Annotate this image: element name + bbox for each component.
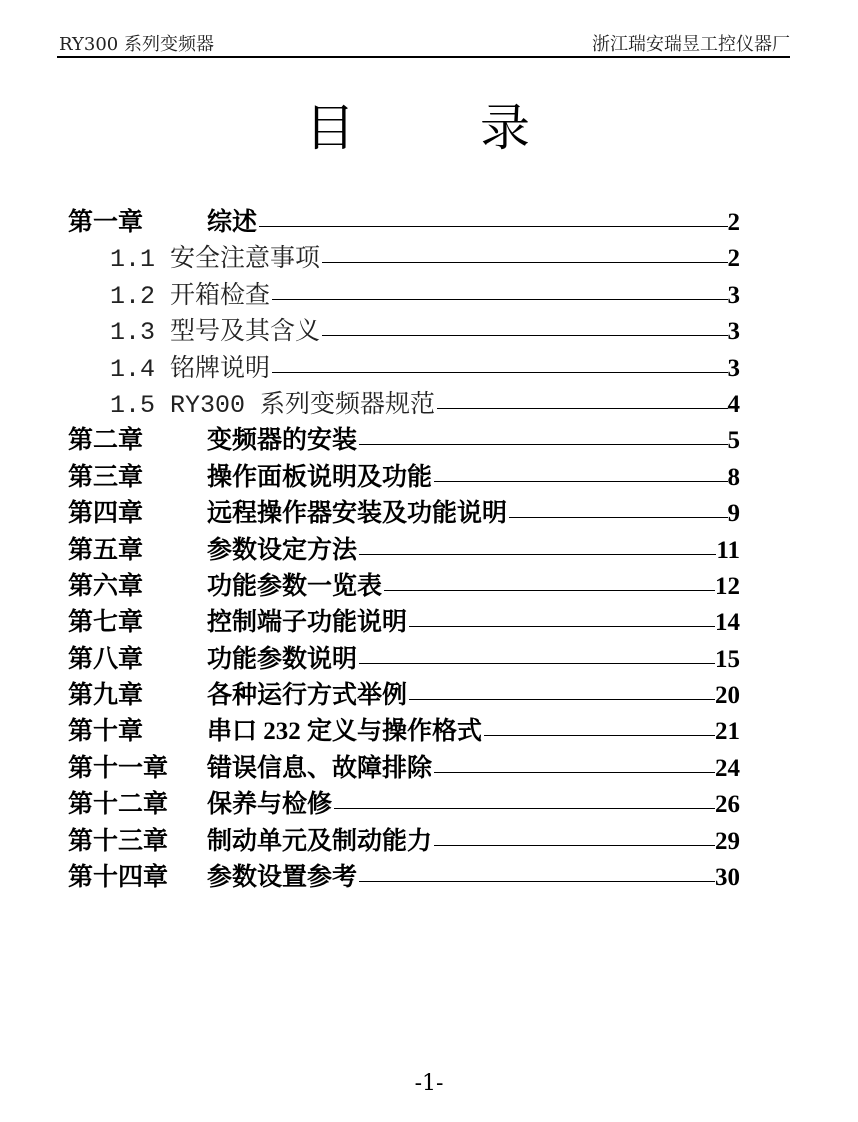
toc-chapter-label: 第五章: [68, 536, 144, 564]
toc-chapter-label: 第七章: [68, 609, 144, 637]
toc-entry-title: 错误信息、故障排除: [207, 754, 433, 782]
toc-entry-title: 远程操作器安装及功能说明: [207, 500, 508, 528]
toc-entry-title: 1.1 安全注意事项: [110, 245, 321, 275]
toc-page-number: 2: [727, 245, 740, 273]
toc-chapter-label: 第十二章: [68, 791, 169, 819]
toc-page-number: 20: [715, 682, 740, 710]
toc-entry-title: 变频器的安装: [207, 427, 358, 455]
toc-chapter-label: 第四章: [68, 500, 144, 528]
toc-chapter-entry[interactable]: [68, 751, 740, 787]
toc-leader-line: [359, 554, 716, 555]
toc-entry-title: 保养与检修: [207, 791, 333, 819]
toc-chapter-label: 第十一章: [68, 754, 169, 782]
table-of-contents: [68, 205, 740, 896]
toc-chapter-entry[interactable]: [68, 714, 740, 750]
toc-page-number: 12: [715, 572, 740, 600]
toc-chapter-label: 第六章: [68, 572, 144, 600]
toc-chapter-label: 第十四章: [68, 864, 169, 892]
toc-section-entry[interactable]: [68, 351, 740, 387]
toc-chapter-entry[interactable]: [68, 678, 740, 714]
toc-leader-line: [259, 226, 727, 227]
toc-page-number: 29: [715, 827, 740, 855]
toc-page-number: 24: [715, 754, 740, 782]
toc-entry-title: 各种运行方式举例: [207, 682, 408, 710]
toc-page-number: 3: [727, 354, 740, 382]
toc-section-entry[interactable]: [68, 278, 740, 314]
toc-leader-line: [334, 808, 715, 809]
toc-entry-title: 串口 232 定义与操作格式: [207, 718, 483, 746]
toc-page-number: 9: [727, 500, 740, 528]
toc-entry-title: 制动单元及制动能力: [207, 827, 433, 855]
toc-page-number: 4: [727, 390, 740, 418]
toc-entry-title: 操作面板说明及功能: [207, 463, 433, 491]
toc-leader-line: [409, 699, 715, 700]
header-product: RY300 系列变频器: [59, 34, 214, 55]
toc-page-number: 8: [727, 463, 740, 491]
toc-leader-line: [322, 262, 727, 263]
toc-chapter-label: 第九章: [68, 682, 144, 710]
toc-entry-title: 1.4 铭牌说明: [110, 354, 271, 384]
toc-entry-title: 控制端子功能说明: [207, 609, 408, 637]
toc-page-number: 21: [715, 718, 740, 746]
toc-leader-line: [434, 772, 715, 773]
toc-chapter-entry[interactable]: [68, 205, 740, 241]
toc-page-number: 30: [715, 864, 740, 892]
page-number: -1-: [414, 1071, 444, 1096]
toc-leader-line: [484, 735, 715, 736]
toc-page-number: 5: [727, 427, 740, 455]
toc-page-number: 11: [716, 536, 740, 564]
toc-leader-line: [359, 663, 715, 664]
toc-chapter-entry[interactable]: [68, 860, 740, 896]
toc-chapter-label: 第八章: [68, 645, 144, 673]
toc-entry-title: 综述: [207, 209, 258, 236]
toc-section-entry[interactable]: [68, 387, 740, 423]
toc-section-entry[interactable]: [68, 241, 740, 277]
toc-page-number: 3: [727, 318, 740, 346]
page-header: [57, 28, 790, 58]
toc-entry-title: 1.5 RY300 系列变频器规范: [110, 390, 436, 420]
toc-entry-title: 1.3 型号及其含义: [110, 318, 321, 348]
toc-leader-line: [322, 335, 727, 336]
toc-chapter-entry[interactable]: [68, 533, 740, 569]
toc-chapter-label: 第二章: [68, 427, 144, 455]
toc-chapter-entry[interactable]: [68, 423, 740, 459]
toc-leader-line: [272, 372, 727, 373]
toc-leader-line: [409, 626, 715, 627]
toc-entry-title: 参数设定方法: [207, 536, 358, 564]
toc-chapter-label: 第三章: [68, 463, 144, 491]
toc-leader-line: [359, 881, 715, 882]
toc-leader-line: [434, 481, 727, 482]
title-char-2: 录: [480, 99, 530, 157]
toc-section-entry[interactable]: [68, 314, 740, 350]
toc-chapter-entry[interactable]: [68, 460, 740, 496]
toc-chapter-entry[interactable]: [68, 642, 740, 678]
toc-leader-line: [509, 517, 727, 518]
title-char-1: 目: [305, 99, 355, 157]
toc-chapter-label: 第十三章: [68, 827, 169, 855]
toc-page-number: 14: [715, 609, 740, 637]
toc-leader-line: [272, 299, 727, 300]
toc-chapter-entry[interactable]: [68, 605, 740, 641]
toc-page-number: 15: [715, 645, 740, 673]
toc-entry-title: 功能参数一览表: [207, 572, 383, 600]
toc-chapter-entry[interactable]: [68, 496, 740, 532]
toc-chapter-entry[interactable]: [68, 787, 740, 823]
toc-leader-line: [359, 444, 727, 445]
toc-page-number: 3: [727, 281, 740, 309]
toc-leader-line: [437, 408, 727, 409]
toc-entry-title: 1.2 开箱检查: [110, 281, 271, 311]
toc-entry-title: 参数设置参考: [207, 864, 358, 892]
toc-chapter-label: 第十章: [68, 718, 144, 746]
toc-leader-line: [434, 845, 715, 846]
header-company: 浙江瑞安瑞昱工控仪器厂: [592, 34, 790, 55]
toc-chapter-label: 第一章: [68, 209, 144, 236]
toc-page-number: 2: [727, 209, 740, 236]
toc-chapter-entry[interactable]: [68, 569, 740, 605]
toc-chapter-entry[interactable]: [68, 824, 740, 860]
toc-entry-title: 功能参数说明: [207, 645, 358, 673]
toc-page-number: 26: [715, 791, 740, 819]
toc-leader-line: [384, 590, 715, 591]
